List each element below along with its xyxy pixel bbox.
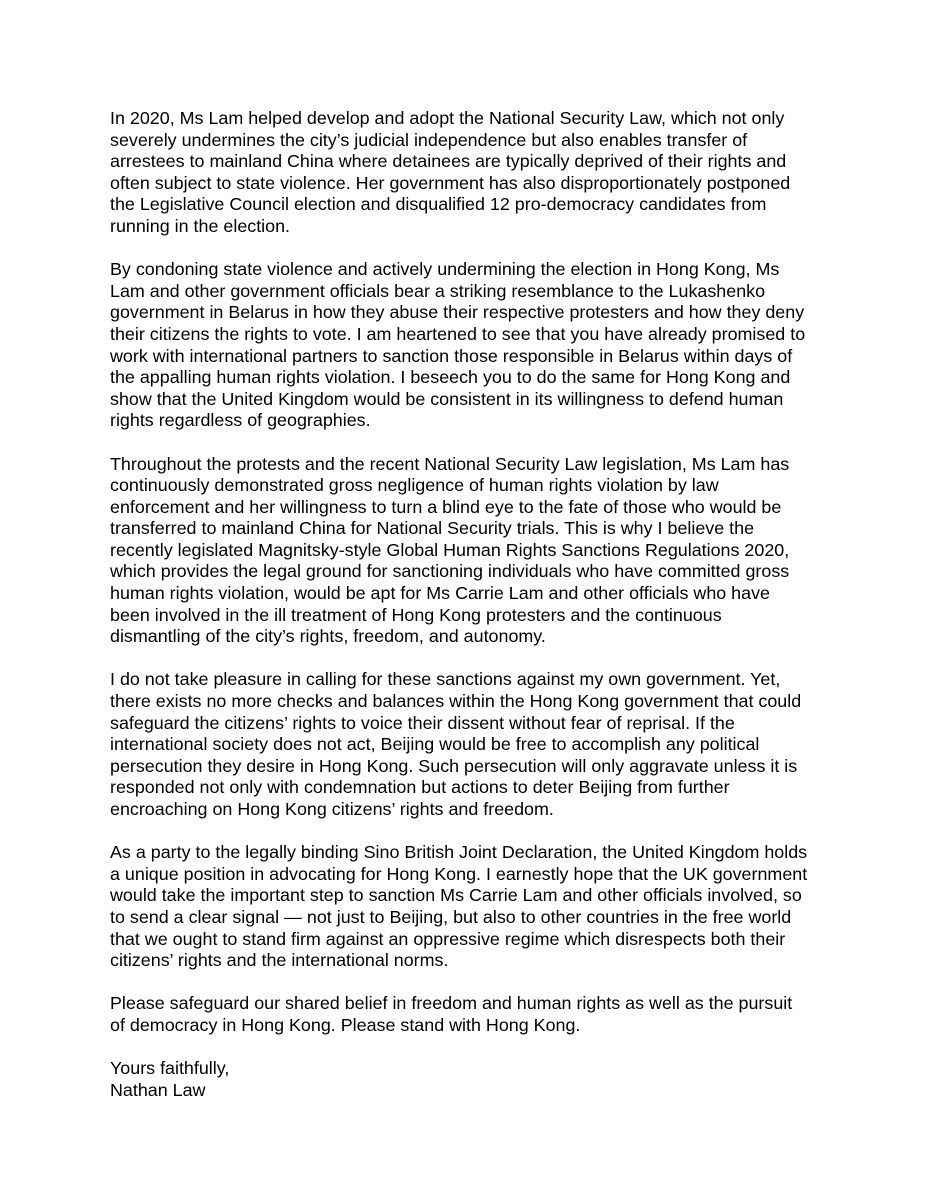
text-line: recently legislated Magnitsky-style Global Human Rights Sanctions Regulations 2020, xyxy=(110,539,790,560)
letter-body xyxy=(110,108,830,1101)
text-line: their citizens the rights to vote. I am heartened to see that you have already promised to xyxy=(110,323,806,344)
text-line: the appalling human rights violation. I beseech you to do the same for Hong Kong and xyxy=(110,367,791,388)
text-line: would take the important step to sanction Ms Carrie Lam and other officials involved, so xyxy=(110,885,802,906)
signature-name: Nathan Law xyxy=(110,1079,206,1100)
text-line: work with international partners to sanction those responsible in Belarus within days of xyxy=(110,345,793,366)
text-line: international society does not act, Beijing would be free to accomplish any political xyxy=(110,734,760,755)
text-line: been involved in the ill treatment of Hong Kong protesters and the continuous xyxy=(110,604,722,625)
paragraph-no-checks-and-balances xyxy=(110,669,830,820)
text-line: persecution they desire in Hong Kong. Such persecution will only aggravate unless it is xyxy=(110,755,798,776)
text-line: continuously demonstrated gross negligence of human rights violation by law xyxy=(110,475,719,496)
text-line: Please safeguard our shared belief in freedom and human rights as well as the pursuit xyxy=(110,993,793,1014)
text-line: the Legislative Council election and disqualified 12 pro-democracy candidates from xyxy=(110,194,767,215)
text-line: I do not take pleasure in calling for these sanctions against my own government. Yet, xyxy=(110,669,781,690)
text-line: show that the United Kingdom would be consistent in its willingness to defend human xyxy=(110,388,784,409)
text-line: In 2020, Ms Lam helped develop and adopt the National Security Law, which not only xyxy=(110,108,785,128)
text-line: a unique position in advocating for Hong Kong. I earnestly hope that the UK government xyxy=(110,863,808,884)
paragraph-joint-declaration xyxy=(110,842,830,972)
text-line: rights regardless of geographies. xyxy=(110,410,371,431)
text-line: severely undermines the city’s judicial independence but also enables transfer of xyxy=(110,129,748,150)
valediction: Yours faithfully, xyxy=(110,1058,230,1079)
paragraph-final-appeal xyxy=(110,993,830,1036)
text-line: citizens’ rights and the international norms. xyxy=(110,950,449,971)
text-line: dismantling of the city’s rights, freedom, and autonomy. xyxy=(110,626,546,647)
text-line: running in the election. xyxy=(110,215,291,236)
text-line: human rights violation, would be apt for Ms Carrie Lam and other officials who have xyxy=(110,583,770,604)
text-line: Throughout the protests and the recent National Security Law legislation, Ms Lam has xyxy=(110,453,790,474)
text-line: there exists no more checks and balances within the Hong Kong government that could xyxy=(110,691,802,712)
text-line: enforcement and her willingness to turn a blind eye to the fate of those who would be xyxy=(110,496,782,517)
paragraph-magnitsky-sanctions xyxy=(110,454,830,648)
text-line: government in Belarus in how they abuse their respective protesters and how they deny xyxy=(110,302,805,323)
text-line: transferred to mainland China for National Security trials. This is why I believe the xyxy=(110,518,755,539)
text-line: encroaching on Hong Kong citizens’ rights and freedom. xyxy=(110,799,554,819)
letter-closing xyxy=(110,1058,830,1101)
text-line: to send a clear signal — not just to Beijing, but also to other countries in the free world xyxy=(110,906,792,927)
text-line: often subject to state violence. Her government has also disproportionately postponed xyxy=(110,172,791,193)
text-line: of democracy in Hong Kong. Please stand with Hong Kong. xyxy=(110,1014,581,1035)
paragraph-belarus-comparison xyxy=(110,259,830,432)
text-line: Lam and other government officials bear a striking resemblance to the Lukashenko xyxy=(110,280,766,301)
paragraph-national-security-law xyxy=(110,108,830,238)
text-line: that we ought to stand firm against an oppressive regime which disrespects both their xyxy=(110,928,786,949)
text-line: which provides the legal ground for sanctioning individuals who have committed gross xyxy=(110,561,790,582)
text-line: As a party to the legally binding Sino British Joint Declaration, the United Kingdom holds xyxy=(110,842,808,863)
text-line: arrestees to mainland China where detainees are typically deprived of their rights and xyxy=(110,151,787,172)
text-line: By condoning state violence and actively undermining the election in Hong Kong, Ms xyxy=(110,259,780,280)
text-line: safeguard the citizens’ rights to voice their dissent without fear of reprisal. If the xyxy=(110,712,735,733)
text-line: responded not only with condemnation but actions to deter Beijing from further xyxy=(110,777,730,798)
